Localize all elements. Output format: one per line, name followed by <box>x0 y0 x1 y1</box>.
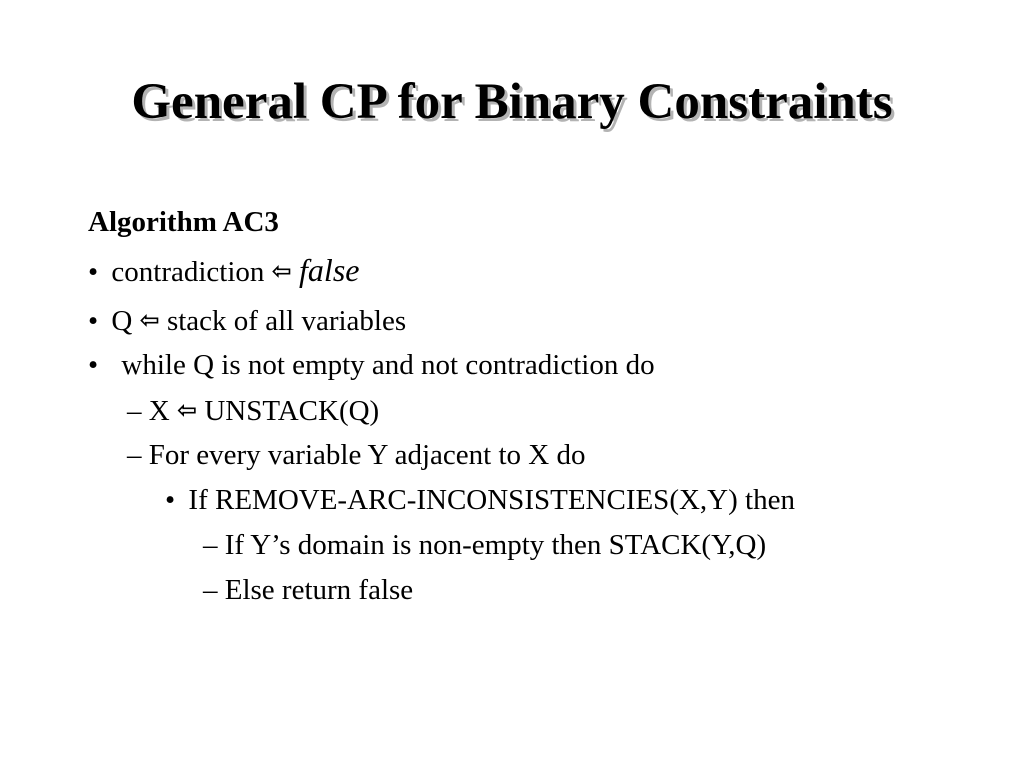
dash-line-else <box>203 572 413 608</box>
dash-marker: – <box>127 395 142 427</box>
bullet-marker: • <box>88 349 99 381</box>
line-text: For every variable Y adjacent to X do <box>148 439 586 471</box>
algorithm-heading: Algorithm AC3 <box>88 206 279 238</box>
line-text: X <box>148 395 170 427</box>
left-arrow-icon: ⇦ <box>139 306 160 334</box>
left-arrow-icon: ⇦ <box>176 396 198 424</box>
bullet-line-queue <box>88 302 406 339</box>
line-value: UNSTACK(Q) <box>204 395 380 427</box>
line-text: while Q is not empty and not contradiction do <box>121 349 655 381</box>
dash-line-if-domain <box>203 527 766 563</box>
line-value: false <box>299 252 360 288</box>
bullet-marker: • <box>165 484 176 516</box>
dash-marker: – <box>127 439 142 471</box>
bullet-marker: • <box>88 256 99 288</box>
dash-marker: – <box>203 574 218 606</box>
bullet-line-if-remove <box>165 482 795 518</box>
bullet-marker: • <box>88 305 99 337</box>
line-value: stack of all variables <box>166 305 407 337</box>
bullet-line-while <box>88 347 655 383</box>
line-text: If REMOVE-ARC-INCONSISTENCIES(X,Y) then <box>188 484 795 516</box>
line-text: If Y’s domain is non-empty then STACK(Y,Q) <box>224 529 767 561</box>
line-text: Else return false <box>224 574 414 606</box>
dash-line-unstack <box>127 392 379 429</box>
line-text: Q <box>111 305 133 337</box>
dash-marker: – <box>203 529 218 561</box>
slide-title: General CP for Binary Constraints <box>131 74 893 130</box>
bullet-line-contradiction <box>88 252 359 290</box>
left-arrow-icon: ⇦ <box>271 257 292 285</box>
dash-line-for-every <box>127 437 585 473</box>
line-text: contradiction <box>111 256 265 288</box>
